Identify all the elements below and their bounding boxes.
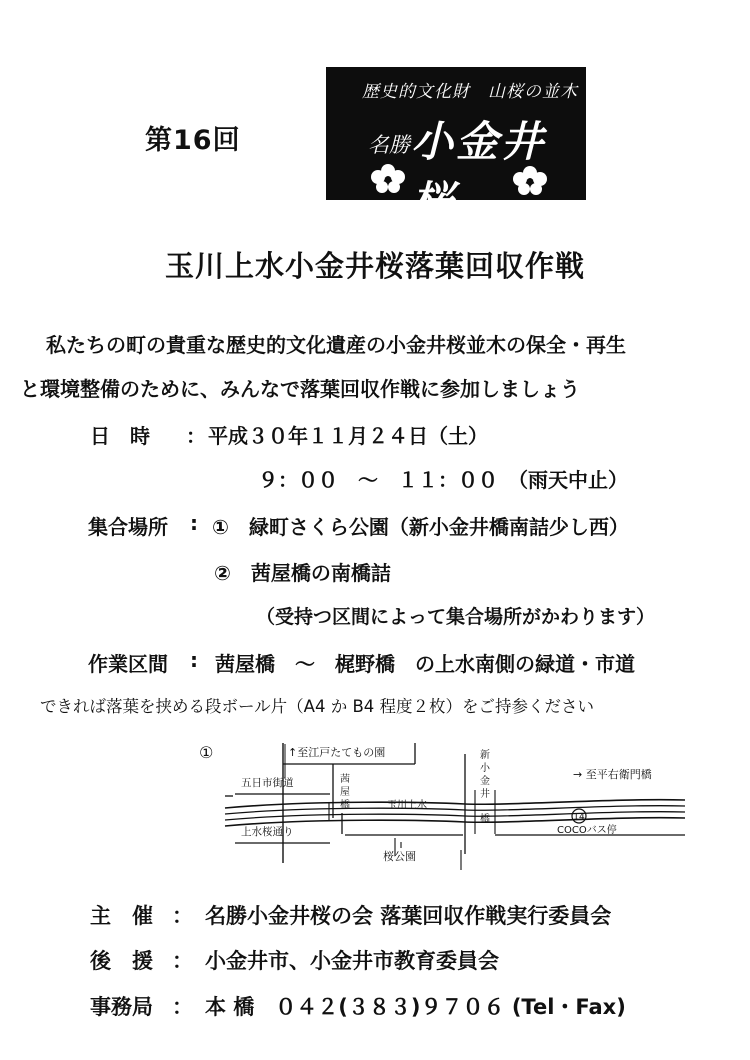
office-label: 事務局	[90, 995, 153, 1019]
intro-line-2: と環境整備のために、みんなで落葉回収作戦に参加しましょう	[20, 377, 580, 401]
meeting-colon: :	[190, 511, 198, 535]
cherry-blossom-icon	[506, 159, 554, 199]
work-section: 茜屋橋 ～ 梶野橋 の上水南側の緑道・市道	[215, 652, 635, 676]
map-label-akaneya-3: 橋	[340, 800, 350, 811]
office-colon: ：	[172, 995, 193, 1019]
map-label-coco: COCOバス停	[557, 825, 617, 836]
map-label-shin-2: 小	[480, 763, 490, 774]
organizer-label: 主 催	[90, 904, 153, 928]
map-label-shin-4: 井	[480, 789, 490, 800]
meeting-note: （受持つ区間によって集合場所がかわります）	[256, 606, 656, 628]
meeting-place-1: ① 緑町さくら公園（新小金井橋南詰少し西）	[212, 515, 629, 539]
map-label-akaneya-1: 茜	[340, 774, 350, 785]
map-marker: ①	[199, 743, 214, 762]
map-label-tamagawa: 玉川上水	[387, 800, 427, 811]
organizer-colon: ：	[172, 904, 193, 928]
map-label-shin-3: 金	[480, 776, 490, 787]
logo-name: 小金井桜	[411, 117, 547, 226]
work-colon: :	[190, 648, 198, 672]
page-title: 玉川上水小金井桜落葉回収作戦	[164, 249, 585, 283]
event-date: 平成３０年１１月２４日（土）	[208, 424, 488, 448]
cherry-blossom-icon	[364, 157, 412, 197]
schedule-label: 日 時	[90, 424, 150, 448]
meeting-place-2: ② 茜屋橋の南橋詰	[214, 561, 391, 585]
map-label-to-hirauemon: → 至平右衛門橋	[573, 768, 652, 781]
map-label-akaneya-2: 屋	[340, 787, 350, 798]
sakura-logo	[326, 67, 586, 226]
map-label-itsukaichi: 五日市街道	[241, 777, 294, 789]
schedule-colon: ：	[186, 424, 206, 448]
organizer-text: 名勝小金井桜の会 落葉回収作戦実行委員会	[205, 904, 612, 928]
office-contact: 本 橋 ０４２(３８３)９７０６ (Tel・Fax)	[205, 995, 626, 1019]
bring-note: できれば落葉を挟める段ボール片（A4 か B4 程度２枚）をご持参ください	[40, 697, 595, 716]
event-time: ９：００ ～ １１：００ （雨天中止）	[258, 468, 628, 492]
logo-prefix: 名勝	[368, 133, 410, 157]
map-label-shin-5: 橋	[480, 814, 490, 825]
map-label-shin-1: 新	[480, 750, 490, 761]
support-label: 後 援	[90, 949, 153, 973]
map-label-to-edo: ↑至江戸たてもの園	[288, 746, 386, 759]
support-colon: ：	[172, 949, 193, 973]
bus-stop-number: 14	[573, 812, 585, 823]
map-label-josui-sakura: 上水桜通り	[241, 826, 294, 838]
meeting-label: 集合場所	[88, 515, 168, 539]
logo-subtitle: 歴史的文化財 山桜の並木	[362, 82, 578, 102]
intro-line-1: 私たちの町の貴重な歴史的文化遺産の小金井桜並木の保全・再生	[46, 333, 626, 357]
area-map	[195, 738, 690, 878]
work-label: 作業区間	[88, 652, 168, 676]
map-label-park: 桜公園	[383, 850, 416, 863]
support-text: 小金井市、小金井市教育委員会	[205, 949, 499, 973]
edition-label: 第16回	[145, 125, 241, 156]
